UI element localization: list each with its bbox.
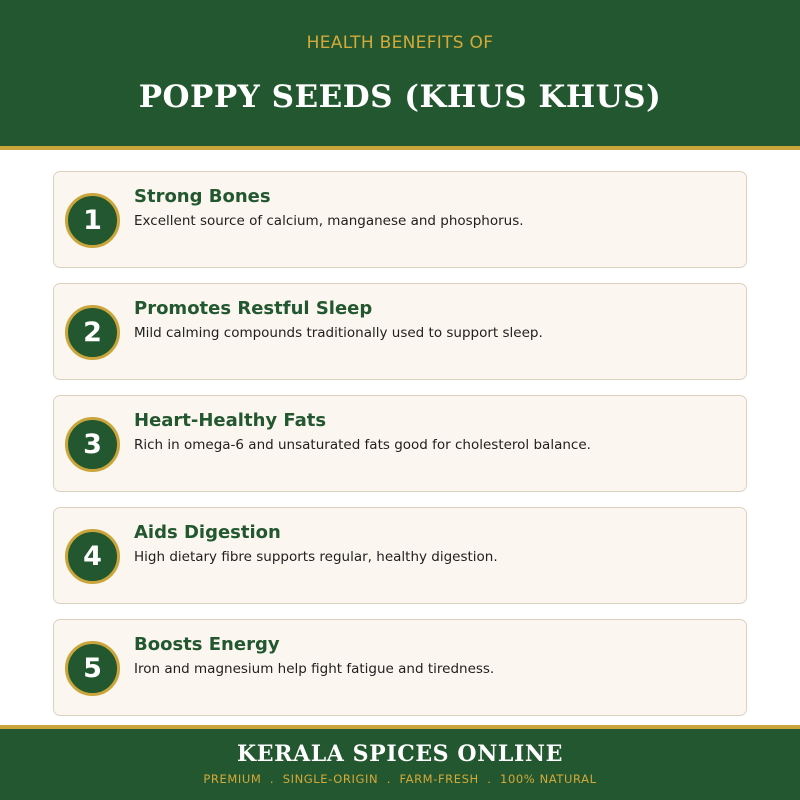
benefit-title: Strong Bones	[134, 186, 271, 207]
number-badge: 1	[65, 193, 120, 248]
header-gold-rule	[0, 146, 800, 150]
benefit-title: Aids Digestion	[134, 522, 281, 543]
benefit-description: Excellent source of calcium, manganese and phosphorus.	[134, 213, 524, 229]
benefits-list	[53, 171, 747, 731]
number-badge: 4	[65, 529, 120, 584]
benefit-description: Iron and magnesium help fight fatigue and tiredness.	[134, 661, 495, 677]
benefit-card-restful-sleep	[53, 283, 747, 380]
benefit-card-heart-healthy-fats	[53, 395, 747, 492]
number-badge: 2	[65, 305, 120, 360]
benefit-title: Heart-Healthy Fats	[134, 410, 327, 431]
benefit-description: High dietary fibre supports regular, healthy digestion.	[134, 549, 498, 565]
header-banner	[0, 0, 800, 146]
brand-tagline: PREMIUM . SINGLE-ORIGIN . FARM-FRESH . 100% NATURAL	[203, 772, 597, 786]
benefit-title: Boosts Energy	[134, 634, 280, 655]
benefit-card-aids-digestion	[53, 507, 747, 604]
header-kicker: HEALTH BENEFITS OF	[306, 33, 494, 53]
benefit-card-boosts-energy	[53, 619, 747, 716]
brand-name: KERALA SPICES ONLINE	[237, 741, 563, 767]
benefit-title: Promotes Restful Sleep	[134, 298, 373, 319]
number-badge: 5	[65, 641, 120, 696]
benefit-card-strong-bones	[53, 171, 747, 268]
benefit-description: Mild calming compounds traditionally used to support sleep.	[134, 325, 543, 341]
number-badge: 3	[65, 417, 120, 472]
page-title: POPPY SEEDS (KHUS KHUS)	[138, 79, 662, 115]
benefit-description: Rich in omega-6 and unsaturated fats good for cholesterol balance.	[134, 437, 591, 453]
